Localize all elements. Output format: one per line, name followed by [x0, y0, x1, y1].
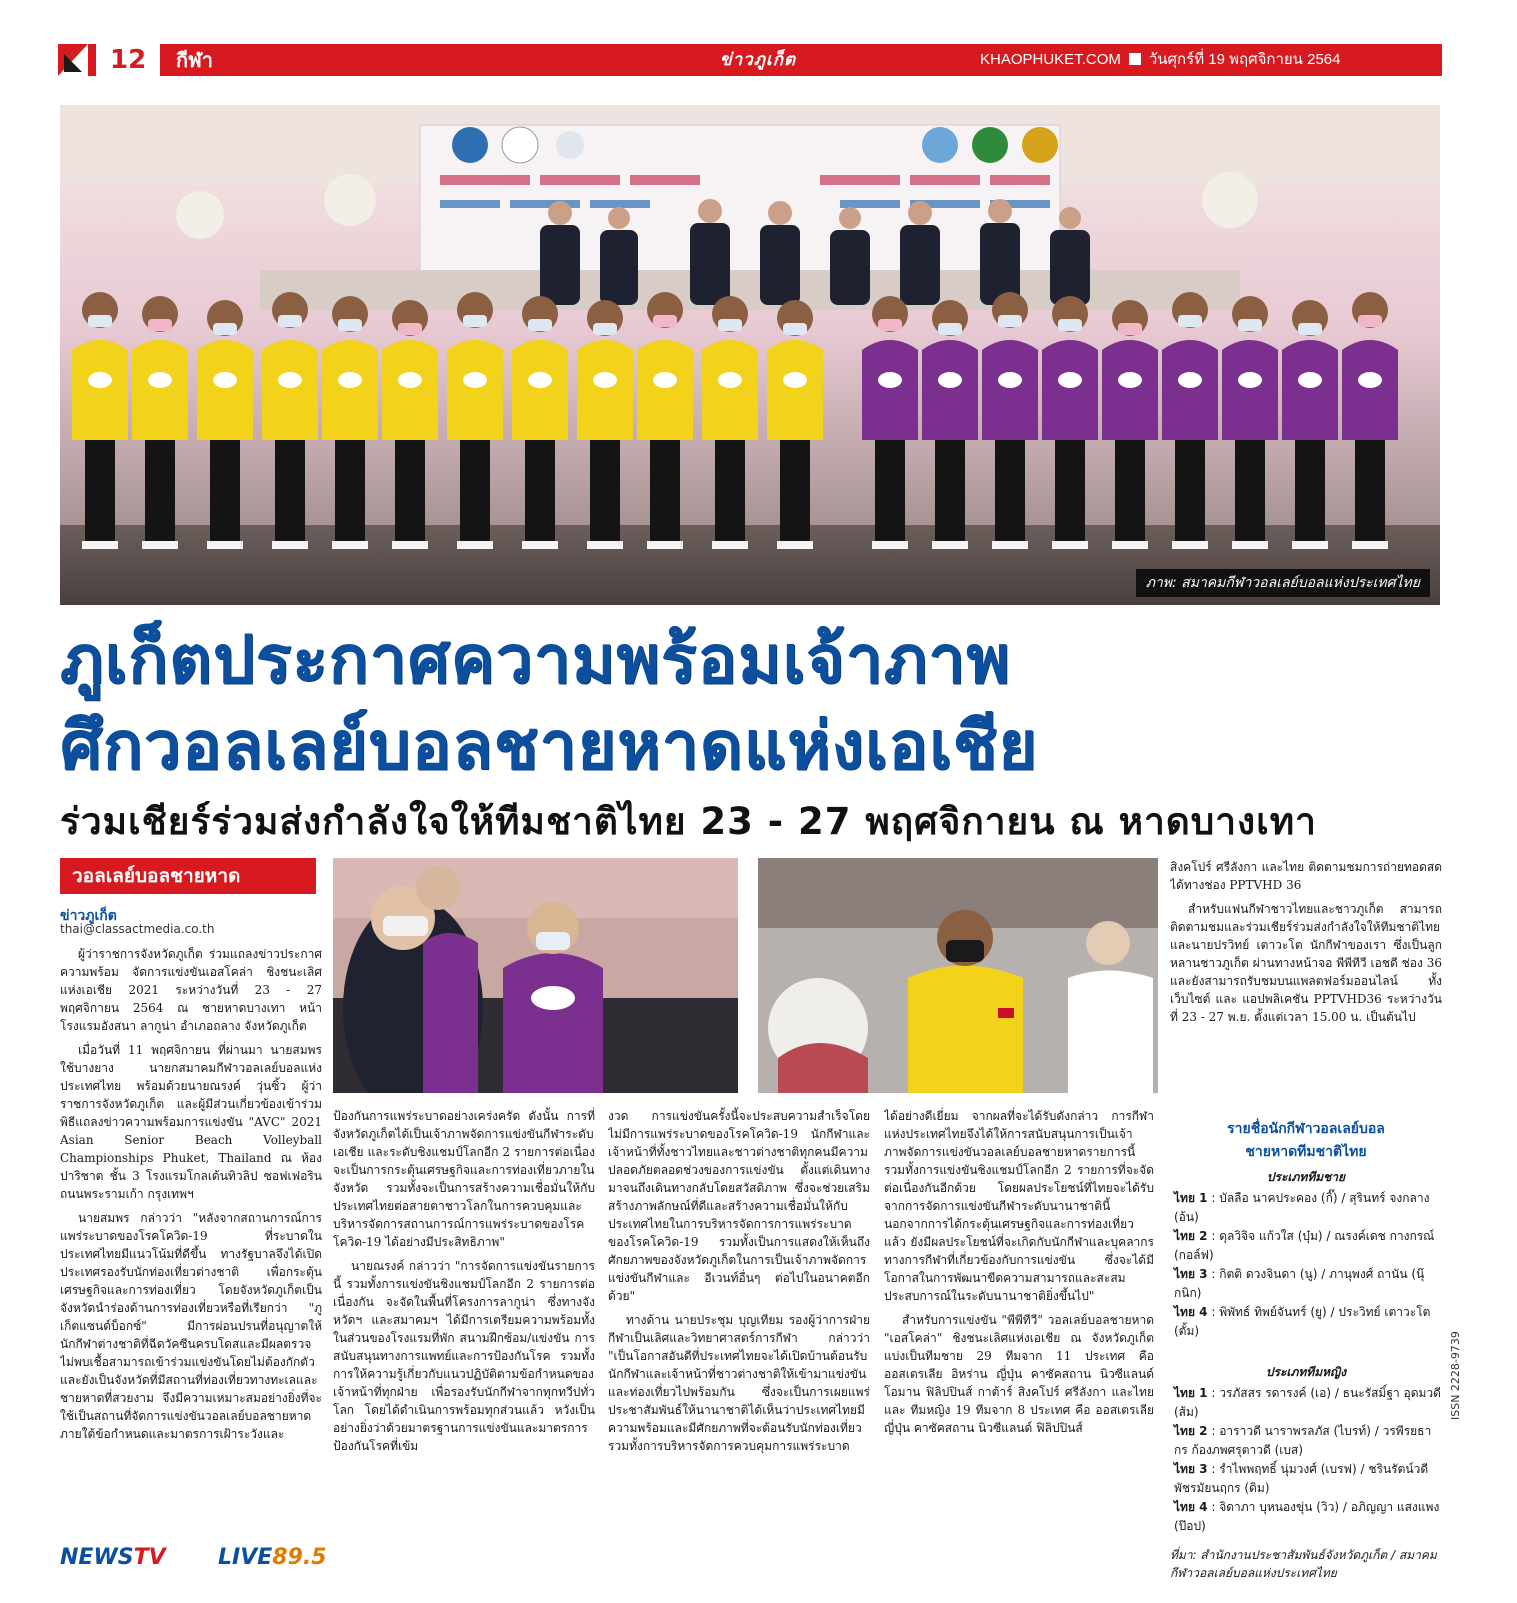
- paragraph: สำหรับการแข่งขัน "พีพีทีวี" วอลเลย์บอลชายหาด "เอสโคล่า" ชิงชนะเลิศแห่งเอเชีย ณ จังหวัดภูเก็ต แบ่งเป็นทีมชาย 29 ทีมจาก 11 ประเทศ คือ ออสเตรเลีย อิหร่าน ญี่ปุ่น คาซัคสถาน นิวซีแลนด์ โอมาน ฟิลิปปินส์ กาต้าร์ สิงคโปร์ ศรีลังกา และไทย และ ทีมหญิง 19 ทีมจาก 8 ประเทศ คือ ออสเตรเลีย ญี่ปุ่น คาซัคสถาน นิวซีแลนด์ ฟิลิปปินส์: [884, 1313, 1154, 1435]
- section-kicker: วอลเลย์บอลชายหาด: [60, 858, 316, 894]
- masthead-logo: ข่าวภูเก็ต: [720, 50, 797, 70]
- roster-row: [1170, 1227, 1442, 1265]
- team-label: ไทย 3: [1174, 1267, 1208, 1281]
- photo-female-athlete: [333, 858, 738, 1093]
- female-athlete-image: [333, 858, 738, 1093]
- team-roster: [1170, 1120, 1442, 1582]
- roster-title-2: ชายหาดทีมชาติไทย: [1245, 1144, 1367, 1160]
- male-athlete-image: [758, 858, 1158, 1093]
- paragraph: สิงคโปร์ ศรีลังกา และไทย ติดตามชมการถ่ายทอดสดได้ทางช่อง PPTVHD 36: [1170, 860, 1442, 892]
- team-players: : จิดาภา บุหนองขุ่น (วิว) / อภิญญา แสงแพง (ป๊อป): [1174, 1500, 1440, 1533]
- article-column-5: [1170, 858, 1442, 1108]
- paragraph: ผู้ว่าราชการจังหวัดภูเก็ต ร่วมแถลงข่าวประกาศความพร้อม จัดการแข่งขันเอสโคล่า ชิงชนะเลิศแห่งเอเชีย 2021 ระหว่างวันที่ 23 - 27 พฤศจิกายน 2564 ณ ชายหาดบางเทา หน้าโรงแรมอังสนา ลากูน่า อำเภอถลาง จังหวัดภูเก็ต: [60, 947, 322, 1033]
- roster-women-label: ประเภททีมหญิง: [1265, 1365, 1347, 1379]
- team-label: ไทย 3: [1174, 1462, 1208, 1476]
- paragraph: เมื่อวันที่ 11 พฤศจิกายน ที่ผ่านมา นายสมพร ใช้บางยาง นายกสมาคมกีฬาวอลเลย์บอลแห่งประเทศไทย พร้อมด้วยนายณรงค์ วุ่นซิ้ว ผู้ว่าราชการจังหวัดภูเก็ต และผู้มีส่วนเกี่ยวข้องเข้าร่วมพิธีแถลงข่าวความพร้อมการแข่งขัน "AVC" 2021 Asian Senior Beach Volleyball Championships Phuket, Thailand ณ ห้องปาริชาต ชั้น 3 โรงแรมโกลเด้นทิวลิป ซอฟเฟอริน ถนนพระรามเก้า กรุงเทพฯ: [60, 1043, 322, 1201]
- team-players: : อาราวดี นาราพรลภัส (ไบรท์) / วรพีรยธากร ก้องภพศรุตาวดี (เบส): [1174, 1424, 1432, 1457]
- headline-line-2: ศึกวอลเลย์บอลชายหาดแห่งเอเชีย: [60, 707, 1039, 784]
- roster-row: [1170, 1498, 1442, 1536]
- paragraph: นายณรงค์ กล่าวว่า "การจัดการแข่งขันรายการนี้ รวมทั้งการแข่งขันชิงแชมป์โลกอีก 2 รายการต่อเนื่องกัน จะจัดในพื้นที่โครงการลากูน่า ซึ่งทางจังหวัดฯ และสมาคมฯ ได้มีการเตรียมความพร้อมทั้งในส่วนของโรงแรมที่พัก สนามฝึกซ้อม/แข่งขัน การสนับสนุนทางการแพทย์และการป้องกันโรค รวมทั้งการให้ความรู้เกี่ยวกับแนวปฏิบัติตามข้อกำหนดของเจ้าหน้าที่ทุกฝ่าย เพื่อรองรับนักกีฬาจากทุกทวีปทั่วโลก โดยได้ดำเนินการพร้อมทุกส่วนแล้ว หวังเป็นอย่างยิ่งว่าด้วยมาตรฐานการแข่งขันและมาตรการป้องกันโรคที่เข้ม: [333, 1259, 595, 1453]
- main-photo: [60, 105, 1440, 605]
- corner-arrow-icon: [58, 44, 88, 76]
- team-players: : ดุลวิจิจ แก้วใส (บุ๋ม) / ณรงค์เดช กางกรณ์ (กอล์ฟ): [1174, 1229, 1435, 1262]
- photo-caption: ภาพ: สมาคมกีฬาวอลเลย์บอลแห่งประเทศไทย: [1136, 569, 1430, 597]
- section-name: กีฬา: [176, 48, 214, 72]
- roster-men-label: ประเภททีมชาย: [1266, 1170, 1346, 1184]
- square-separator-icon: [1129, 53, 1141, 65]
- byline: ข่าวภูเก็ต: [60, 908, 117, 924]
- tv-text: TV: [133, 1545, 166, 1570]
- issue-date: วันศุกร์ที่ 19 พฤศจิกายน 2564: [1148, 51, 1341, 68]
- roster-row: [1170, 1189, 1442, 1227]
- byline-email[interactable]: thai@classactmedia.co.th: [60, 922, 215, 936]
- roster-source: ที่มา: สำนักงานประชาสัมพันธ์จังหวัดภูเก็ต / สมาคมกีฬาวอลเลย์บอลแห่งประเทศไทย: [1170, 1548, 1437, 1580]
- roster-row: [1170, 1384, 1442, 1422]
- fm-text: 89.5: [272, 1545, 327, 1570]
- roster-spacer: [1170, 1341, 1442, 1357]
- roster-row: [1170, 1265, 1442, 1303]
- paragraph: ทางด้าน นายประชุม บุญเทียม รองผู้ว่าการฝ่ายกีฬาเป็นเลิศและวิทยาศาสตร์การกีฬา กล่าวว่า "เป็นโอกาสอันดีที่ประเทศไทยจะได้เปิดบ้านต้อนรับนักกีฬาและเจ้าหน้าที่ชาวต่างชาติให้เข้ามาแข่งขันและท่องเที่ยวไปพร้อมกัน ซึ่งจะเป็นการเผยแพร่ประชาสัมพันธ์ให้นานาชาติได้เห็นว่าประเทศไทยมีความพร้อมและมีศักยภาพที่จะต้อนรับนักท่องเที่ยวรวมทั้งการบริหารจัดการควบคุมการแพร่ระบาด: [608, 1313, 870, 1453]
- news-text: NEWS: [60, 1545, 134, 1570]
- team-players: : พิพัทธ์ ทิพย์จันทร์ (ยู) / ประวิทย์ เตาวะโต (ตั้ม): [1174, 1305, 1431, 1338]
- headline-line-1: ภูเก็ตประกาศความพร้อมเจ้าภาพ: [60, 621, 1011, 698]
- team-label: ไทย 1: [1174, 1386, 1208, 1400]
- roster-title-1: รายชื่อนักกีฬาวอลเลย์บอล: [1227, 1121, 1385, 1137]
- team-players: : บัลลือ นาคประคอง (กิ๊) / สุรินทร์ จงกลาง (อ้น): [1174, 1191, 1430, 1224]
- article-column-1: [60, 945, 322, 1530]
- site-url[interactable]: KHAOPHUKET.COM: [980, 51, 1121, 68]
- roster-row: [1170, 1422, 1442, 1460]
- page-number: 12: [96, 44, 160, 76]
- team-players: : รำไพพฤทธิ์ นุ่มวงศ์ (เบรฟ) / ชรินรัตน์วดี พัชรมัยนฤกร (ดิม): [1174, 1462, 1429, 1495]
- team-players: : กิตติ ดวงจินดา (นู) / ภานุพงศ์ ถานัน (นุ๊กนิก): [1174, 1267, 1425, 1300]
- live-fm-logo[interactable]: [218, 1545, 327, 1570]
- roster-row: [1170, 1303, 1442, 1341]
- article-column-4: [884, 1107, 1154, 1532]
- paragraph: สำหรับแฟนกีฬาชาวไทยและชาวภูเก็ต สามารถติดตามชมและร่วมเชียร์ร่วมส่งกำลังใจให้ทีมชาติไทย และนายปรวิทย์ เตาวะโต นักกีฬาของเรา ซึ่งเป็นลูกหลานชาวภูเก็ต ผ่านทางหน้าจอ พีพีทีวี เอชดี ช่อง 36 และยังสามารถรับชมบนแพลตฟอร์มออนไลน์ ทั้งเว็บไซต์ และ แอปพลิเคชัน PPTVHD36 ระหว่างวันที่ 23 - 27 พ.ย. ตั้งแต่เวลา 15.00 น. เป็นต้นไป: [1170, 902, 1442, 1024]
- paragraph: ป้องกันการแพร่ระบาดอย่างเคร่งครัด ดังนั้น การที่จังหวัดภูเก็ตได้เป็นเจ้าภาพจัดการแข่งขันกีฬาระดับเอเชีย และระดับชิงแชมป์โลกอีก 2 รายการต่อเนื่อง จะเป็นการกระตุ้นเศรษฐกิจและการท่องเที่ยวภายในจังหวัด รวมทั้งจะเป็นการสร้างความเชื่อมั่นให้กับประเทศไทยต่อสายตาชาวโลกในการควบคุมและบริหารจัดการสถานการณ์การแพร่ระบาดของโรคโควิด-19 ได้อย่างมีประสิทธิภาพ": [333, 1109, 595, 1249]
- live-text: LIVE: [218, 1545, 273, 1570]
- paragraph: ได้อย่างดีเยี่ยม จากผลที่จะได้รับดังกล่าว การกีฬาแห่งประเทศไทยจึงได้ให้การสนับสนุนการเป็นเจ้าภาพจัดการแข่งขันวอลเลย์บอลชายหาดรายการนี้รวมทั้งการแข่งขันชิงแชมป์โลกอีก 2 รายการที่จะจัดต่อเนื่องกันอีกด้วย โดยผลประโยชน์ที่ไทยจะได้รับจากการจัดการแข่งขันกีฬาระดับนานาชาตินี้ นอกจากการได้กระตุ้นเศรษฐกิจและการท่องเที่ยวแล้ว ยังมีผลประโยชน์ที่จะเกิดกับนักกีฬาและบุคลากรทางการกีฬาที่เกี่ยวข้องกับการแข่งขัน ซึ่งจะได้มีโอกาสในการพัฒนาขีดความสามารถและสะสมประสบการณ์ในระดับนานาชาติยิ่งขึ้นไป": [884, 1109, 1154, 1303]
- team-label: ไทย 2: [1174, 1424, 1208, 1438]
- article-column-2: [333, 1107, 595, 1532]
- team-label: ไทย 2: [1174, 1229, 1208, 1243]
- team-label: ไทย 4: [1174, 1305, 1208, 1319]
- photo-male-athlete: [758, 858, 1158, 1093]
- team-label: ไทย 4: [1174, 1500, 1208, 1514]
- team-group-photo: [60, 105, 1440, 605]
- team-label: ไทย 1: [1174, 1191, 1208, 1205]
- roster-row: [1170, 1460, 1442, 1498]
- paragraph: งวด การแข่งขันครั้งนี้จะประสบความสำเร็จโดยไม่มีการแพร่ระบาดของโรคโควิด-19 นักกีฬาและเจ้าหน้าที่ทั้งชาวไทยและชาวต่างชาติทุกคนมีความปลอดภัยตลอดช่วงของการแข่งขัน ตั้งแต่เดินทางมาจนถึงเดินทางกลับโดยสวัสดิภาพ ซึ่งจะช่วยเสริมสร้างภาพลักษณ์ที่ดีและสร้างความเชื่อมั่นให้กับประเทศไทยในการบริหารจัดการการแพร่ระบาดของโรคโควิด-19 รวมทั้งเป็นการแสดงให้เห็นถึงศักยภาพของจังหวัดภูเก็ตในการเป็นเจ้าภาพจัดการแข่งขันกีฬาและ อีเวนท์อื่นๆ ต่อไปในอนาคตอีกด้วย": [608, 1109, 870, 1303]
- news-tv-logo[interactable]: [60, 1545, 166, 1570]
- issn-number: ISSN 2228-9739: [1449, 1331, 1462, 1420]
- team-players: : วรภัสสร รดารงค์ (เอ) / ธนะรัสมิ์ฐา อุดมวดี (ส้ม): [1174, 1386, 1441, 1419]
- subheadline: ร่วมเชียร์ร่วมส่งกำลังใจให้ทีมชาติไทย 23 - 27 พฤศจิกายน ณ หาดบางเทา: [60, 800, 1317, 843]
- site-and-date: [980, 44, 1340, 76]
- article-column-3: [608, 1107, 870, 1532]
- paragraph: นายสมพร กล่าวว่า "หลังจากสถานการณ์การแพร่ระบาดของโรคโควิด-19 ที่ระบาดในประเทศไทยมีแนวโน้มที่ดีขึ้น ทางรัฐบาลจึงได้เปิดประเทศรองรับนักท่องเที่ยวต่างชาติ เพื่อกระตุ้นเศรษฐกิจและการท่องเที่ยว โดยจังหวัดภูเก็ตเป็นจังหวัดนำร่องด้านการท่องเที่ยวหรือที่เรียกว่า "ภูเก็ตแซนด์บ็อกซ์" มีการผ่อนปรนที่อนุญาตให้นักกีฬาต่างชาติที่ฉีดวัคซีนครบโดสและมีผลตรวจไม่พบเชื้อสามารถเข้าร่วมแข่งขันโดยไม่ต้องกักตัว และยังเป็นจังหวัดที่มีสถานที่ท่องเที่ยวทางทะเลและชายหาดที่สวยงาม จึงมีความเหมาะสมอย่างยิ่งที่จะใช้เป็นสถานที่จัดการแข่งขันวอลเลย์บอลชายหาด ภายใต้ข้อกำหนดและมาตรการเฝ้าระวังและ: [60, 1211, 322, 1441]
